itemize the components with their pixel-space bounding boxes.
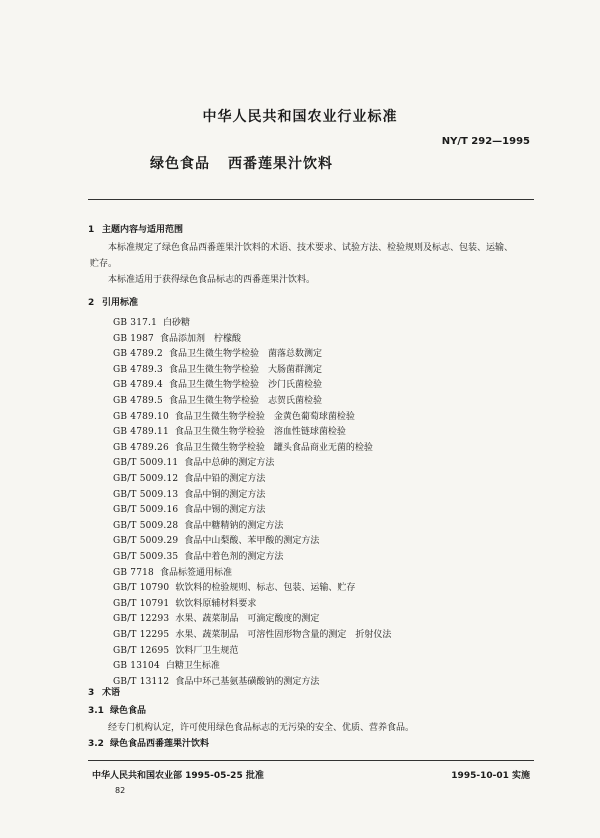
reference-code: GB 7718 <box>113 567 154 578</box>
reference-code: GB 4789.2 <box>113 349 163 360</box>
reference-code: GB/T 12695 <box>113 645 170 656</box>
reference-code: GB 1987 <box>113 333 154 344</box>
page-number: 82 <box>115 786 126 795</box>
reference-title: 食品中锡的测定方法 <box>184 505 266 516</box>
reference-title: 食品卫生微生物学检验 罐头食品商业无菌的检验 <box>174 442 373 453</box>
reference-title: 食品添加剂 柠檬酸 <box>159 333 241 344</box>
reference-code: GB/T 5009.13 <box>113 489 179 500</box>
reference-title: 白砂糖 <box>163 318 191 328</box>
reference-title: 食品中着色剂的测定方法 <box>184 552 284 562</box>
reference-title: 食品卫生微生物学检验 溶血性链球菌检验 <box>174 427 346 438</box>
reference-title: 食品中糖精钠的测定方法 <box>184 520 284 531</box>
reference-item <box>113 533 319 546</box>
reference-title: 食品卫生微生物学检验 大肠菌群测定 <box>168 364 322 375</box>
reference-title: 食品卫生微生物学检验 菌落总数测定 <box>168 349 322 360</box>
standard-code: NY/T 292—1995 <box>441 136 530 147</box>
reference-item <box>113 471 265 484</box>
reference-item <box>113 440 373 453</box>
reference-title: 食品中山梨酸、苯甲酸的测定方法 <box>184 536 320 547</box>
reference-code: GB 4789.3 <box>113 364 163 375</box>
section-2-heading: 2 引用标准 <box>88 298 139 308</box>
reference-item <box>113 315 190 328</box>
reference-title: 食品中总砷的测定方法 <box>184 458 275 469</box>
reference-item <box>113 393 322 406</box>
reference-title: 食品中铜的测定方法 <box>184 489 266 500</box>
reference-item <box>113 455 274 468</box>
standard-title: 中华人民共和国农业行业标准 <box>202 109 398 125</box>
section-3-1-heading: 3.1 绿色食品 <box>88 706 147 716</box>
reference-title: 饮料厂卫生规范 <box>175 645 239 656</box>
document-title <box>150 153 333 173</box>
reference-title: 食品卫生微生物学检验 沙门氏菌检验 <box>168 380 322 391</box>
reference-item <box>113 346 322 359</box>
reference-item <box>113 362 322 375</box>
footer-rule <box>88 760 534 761</box>
reference-item <box>113 409 355 422</box>
section-1-paragraph-2: 本标准适用于获得绿色食品标志的西番莲果汁饮料。 <box>108 275 316 285</box>
section-1-heading: 1 主题内容与适用范围 <box>88 225 184 235</box>
reference-item <box>113 627 391 640</box>
doc-title-part-b: 西番莲果汁饮料 <box>228 156 333 172</box>
reference-title: 食品标签通用标准 <box>159 567 232 578</box>
reference-title: 软饮料原辅材料要求 <box>175 598 257 609</box>
approval-line: 中华人民共和国农业部 1995-05-25 批准 <box>92 771 264 781</box>
reference-item <box>113 596 256 609</box>
reference-title: 食品中铅的测定方法 <box>184 474 266 484</box>
reference-code: GB 4789.11 <box>113 427 169 438</box>
implementation-date: 1995-10-01 实施 <box>451 771 530 781</box>
reference-title: 食品卫生微生物学检验 志贺氏菌检验 <box>168 396 322 406</box>
section-3-heading: 3 术语 <box>88 688 121 698</box>
reference-item <box>113 611 319 624</box>
section-3-2-heading: 3.2 绿色食品西番莲果汁饮料 <box>88 739 210 749</box>
reference-item <box>113 643 238 656</box>
reference-title: 白糖卫生标准 <box>165 661 220 672</box>
reference-code: GB 4789.4 <box>113 380 163 391</box>
reference-title: 食品中环己基氨基磺酸钠的测定方法 <box>175 676 320 687</box>
reference-title: 水果、蔬菜制品 可滴定酸度的测定 <box>175 614 320 625</box>
doc-title-part-a: 绿色食品 <box>150 156 210 172</box>
reference-code: GB/T 5009.28 <box>113 520 179 531</box>
reference-code: GB 13104 <box>113 661 160 672</box>
reference-code: GB/T 10791 <box>113 598 170 609</box>
reference-item <box>113 502 265 515</box>
reference-code: GB/T 5009.35 <box>113 552 179 562</box>
reference-code: GB 4789.10 <box>113 411 169 422</box>
reference-item <box>113 331 241 344</box>
reference-item <box>113 549 283 562</box>
reference-item <box>113 377 322 390</box>
reference-code: GB/T 12293 <box>113 614 170 625</box>
reference-title: 软饮料的检验规则、标志、包装、运输、贮存 <box>175 583 356 594</box>
section-3-1-paragraph: 经专门机构认定，许可使用绿色食品标志的无污染的安全、优质、营养食品。 <box>108 723 415 733</box>
section-1-paragraph-1: 本标准规定了绿色食品西番莲果汁饮料的术语、技术要求、试验方法、检验规则及标志、包装、运输、 <box>108 243 514 253</box>
reference-item <box>113 424 346 437</box>
reference-code: GB/T 5009.12 <box>113 474 179 484</box>
reference-code: GB/T 12295 <box>113 630 170 640</box>
reference-item <box>113 518 283 531</box>
reference-title: 水果、蔬菜制品 可溶性固形物含量的测定 折射仪法 <box>175 630 392 640</box>
reference-item <box>113 674 319 687</box>
reference-code: GB 4789.26 <box>113 442 169 453</box>
reference-item <box>113 658 220 671</box>
reference-code: GB/T 5009.29 <box>113 536 179 547</box>
header-rule <box>88 199 534 200</box>
reference-code: GB/T 5009.11 <box>113 458 179 469</box>
reference-item <box>113 487 265 500</box>
reference-title: 食品卫生微生物学检验 金黄色葡萄球菌检验 <box>174 411 355 422</box>
reference-code: GB/T 5009.16 <box>113 505 179 516</box>
reference-code: GB/T 10790 <box>113 583 170 594</box>
reference-code: GB 4789.5 <box>113 396 163 406</box>
reference-item <box>113 565 232 578</box>
reference-code: GB/T 13112 <box>113 676 170 687</box>
reference-item <box>113 580 355 593</box>
reference-code: GB 317.1 <box>113 318 158 328</box>
section-1-paragraph-1-cont: 贮存。 <box>90 259 118 269</box>
